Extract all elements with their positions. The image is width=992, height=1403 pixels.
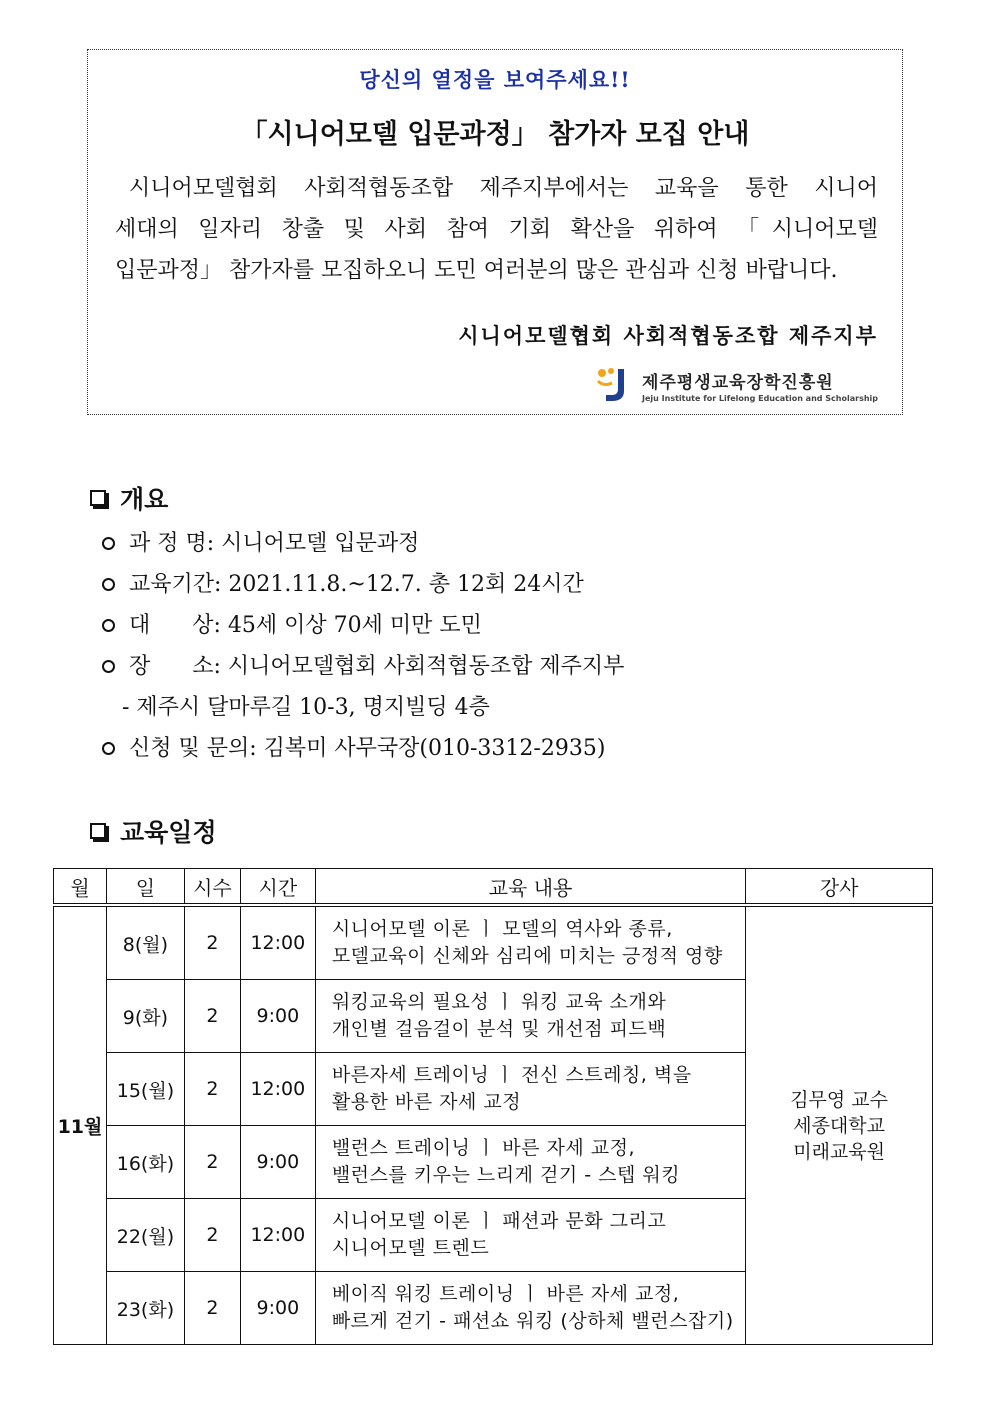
square-bullet-icon xyxy=(90,823,106,839)
overview-label: 교육기간 xyxy=(129,572,215,597)
header-hours: 시수 xyxy=(184,869,240,906)
header-content: 교육 내용 xyxy=(315,869,745,906)
content-line: 바른자세 트레이닝 ㅣ 전신 스트레칭, 벽을 xyxy=(331,1064,692,1086)
time-cell: 12:00 xyxy=(240,1199,315,1272)
intro-line: 시니어모델협회 사회적협동조합 제주지부에서는 교육을 통한 시니어 xyxy=(129,176,878,201)
overview-item: 교육기간 : 2021.11.8.~12.7. 총 12회 24시간 xyxy=(100,564,624,605)
time-cell: 9:00 xyxy=(240,1272,315,1345)
overview-item: 과 정 명 : 시니어모델 입문과정 xyxy=(100,523,624,564)
intro-line: 세대의 일자리 창출 및 사회 참여 기회 확산을 위하여 「시니어모델 xyxy=(115,217,878,242)
content-line: 밸런스를 키우는 느리게 걷기 - 스텝 워킹 xyxy=(331,1164,681,1186)
content-cell xyxy=(315,980,745,1053)
overview-label: 신청 및 문의 xyxy=(129,736,250,761)
content-line: 모델교육이 신체와 심리에 미치는 긍정적 영향 xyxy=(331,945,723,967)
overview-label: 대 상 xyxy=(129,613,214,638)
schedule-title: 교육일정 xyxy=(120,818,217,847)
content-cell xyxy=(315,1272,745,1345)
content-cell xyxy=(315,1053,745,1126)
overview-value: 시니어모델 입문과정 xyxy=(221,531,420,556)
time-cell: 9:00 xyxy=(240,980,315,1053)
instructor-line: 세종대학교 xyxy=(793,1114,885,1137)
hours-cell: 2 xyxy=(184,1272,240,1345)
circle-bullet-icon xyxy=(102,619,115,632)
circle-bullet-icon xyxy=(102,578,115,591)
header-instructor: 강사 xyxy=(746,869,933,906)
square-bullet-icon xyxy=(90,490,106,506)
overview-label: 과 정 명 xyxy=(129,531,207,556)
day-cell: 23(화) xyxy=(106,1272,184,1345)
notice-box xyxy=(87,49,903,415)
logo-english: Jeju Institute for Lifelong Education and Scholarship xyxy=(642,393,878,403)
hours-cell: 2 xyxy=(184,980,240,1053)
overview-item: 대 상 : 45세 이상 70세 미만 도민 xyxy=(100,605,624,646)
overview-item: 장 소 : 시니어모델협회 사회적협동조합 제주지부 xyxy=(100,646,624,687)
overview-item: 신청 및 문의 : 김복미 사무국장(010-3312-2935) xyxy=(100,728,624,769)
content-line: 베이직 워킹 트레이닝 ㅣ 바른 자세 교정, xyxy=(331,1283,680,1305)
content-line: 빠르게 걷기 - 패션쇼 워킹 (상하체 밸런스잡기) xyxy=(331,1310,734,1332)
institute-logo xyxy=(594,365,878,405)
content-line: 시니어모델 이론 ㅣ 모델의 역사와 종류, xyxy=(331,918,673,940)
overview-list xyxy=(100,523,624,769)
logo-name: 제주평생교육장학진흥원 xyxy=(642,372,834,393)
table-header-row xyxy=(54,869,933,906)
content-line: 개인별 걸음걸이 분석 및 개선점 피드백 xyxy=(331,1018,667,1040)
instructor-line: 김무영 교수 xyxy=(790,1088,889,1111)
header-month: 월 xyxy=(54,869,107,906)
overview-address: - 제주시 달마루길 10-3, 명지빌딩 4층 xyxy=(122,695,490,720)
circle-bullet-icon xyxy=(102,537,115,550)
content-cell xyxy=(315,1199,745,1272)
day-cell: 22(월) xyxy=(106,1199,184,1272)
tagline: 당신의 열정을 보여주세요!! xyxy=(359,67,631,92)
header-time: 시간 xyxy=(240,869,315,906)
day-cell: 8(월) xyxy=(106,905,184,980)
overview-value: 김복미 사무국장(010-3312-2935) xyxy=(263,736,606,761)
intro-line: 입문과정」 참가자를 모집하오니 도민 여러분의 많은 관심과 신청 바랍니다. xyxy=(115,258,838,283)
headline: 「시니어모델 입문과정」 참가자 모집 안내 xyxy=(240,119,750,150)
day-cell: 15(월) xyxy=(106,1053,184,1126)
instructor-line: 미래교육원 xyxy=(793,1140,885,1163)
overview-label: 장 소 xyxy=(129,654,214,679)
content-line: 활용한 바른 자세 교정 xyxy=(331,1091,522,1113)
content-line: 시니어모델 이론 ㅣ 패션과 문화 그리고 xyxy=(331,1210,667,1232)
schedule-table xyxy=(53,868,933,1345)
content-line: 워킹교육의 필요성 ㅣ 워킹 교육 소개와 xyxy=(331,991,667,1013)
instructor-cell xyxy=(746,905,933,1345)
month-cell: 11월 xyxy=(54,905,107,1345)
day-cell: 16(화) xyxy=(106,1126,184,1199)
content-cell xyxy=(315,905,745,980)
time-cell: 12:00 xyxy=(240,1053,315,1126)
institute-logo-icon xyxy=(594,365,634,405)
overview-value: 45세 이상 70세 미만 도민 xyxy=(227,613,482,638)
organization-signature: 시니어모델협회 사회적협동조합 제주지부 xyxy=(458,324,878,348)
hours-cell: 2 xyxy=(184,1053,240,1126)
time-cell: 9:00 xyxy=(240,1126,315,1199)
schedule-heading xyxy=(90,813,217,849)
overview-value: 2021.11.8.~12.7. 총 12회 24시간 xyxy=(228,572,584,597)
overview-title: 개요 xyxy=(120,485,169,514)
day-cell: 9(화) xyxy=(106,980,184,1053)
hours-cell: 2 xyxy=(184,1126,240,1199)
circle-bullet-icon xyxy=(102,660,115,673)
hours-cell: 2 xyxy=(184,905,240,980)
content-cell xyxy=(315,1126,745,1199)
header-day: 일 xyxy=(106,869,184,906)
content-line: 밸런스 트레이닝 ㅣ 바른 자세 교정, xyxy=(331,1137,636,1159)
overview-value: 시니어모델협회 사회적협동조합 제주지부 xyxy=(227,654,625,679)
overview-heading xyxy=(90,480,168,516)
intro-paragraph xyxy=(115,168,878,291)
time-cell: 12:00 xyxy=(240,905,315,980)
circle-bullet-icon xyxy=(102,742,115,755)
table-row xyxy=(54,905,933,980)
content-line: 시니어모델 트렌드 xyxy=(331,1237,490,1259)
hours-cell: 2 xyxy=(184,1199,240,1272)
